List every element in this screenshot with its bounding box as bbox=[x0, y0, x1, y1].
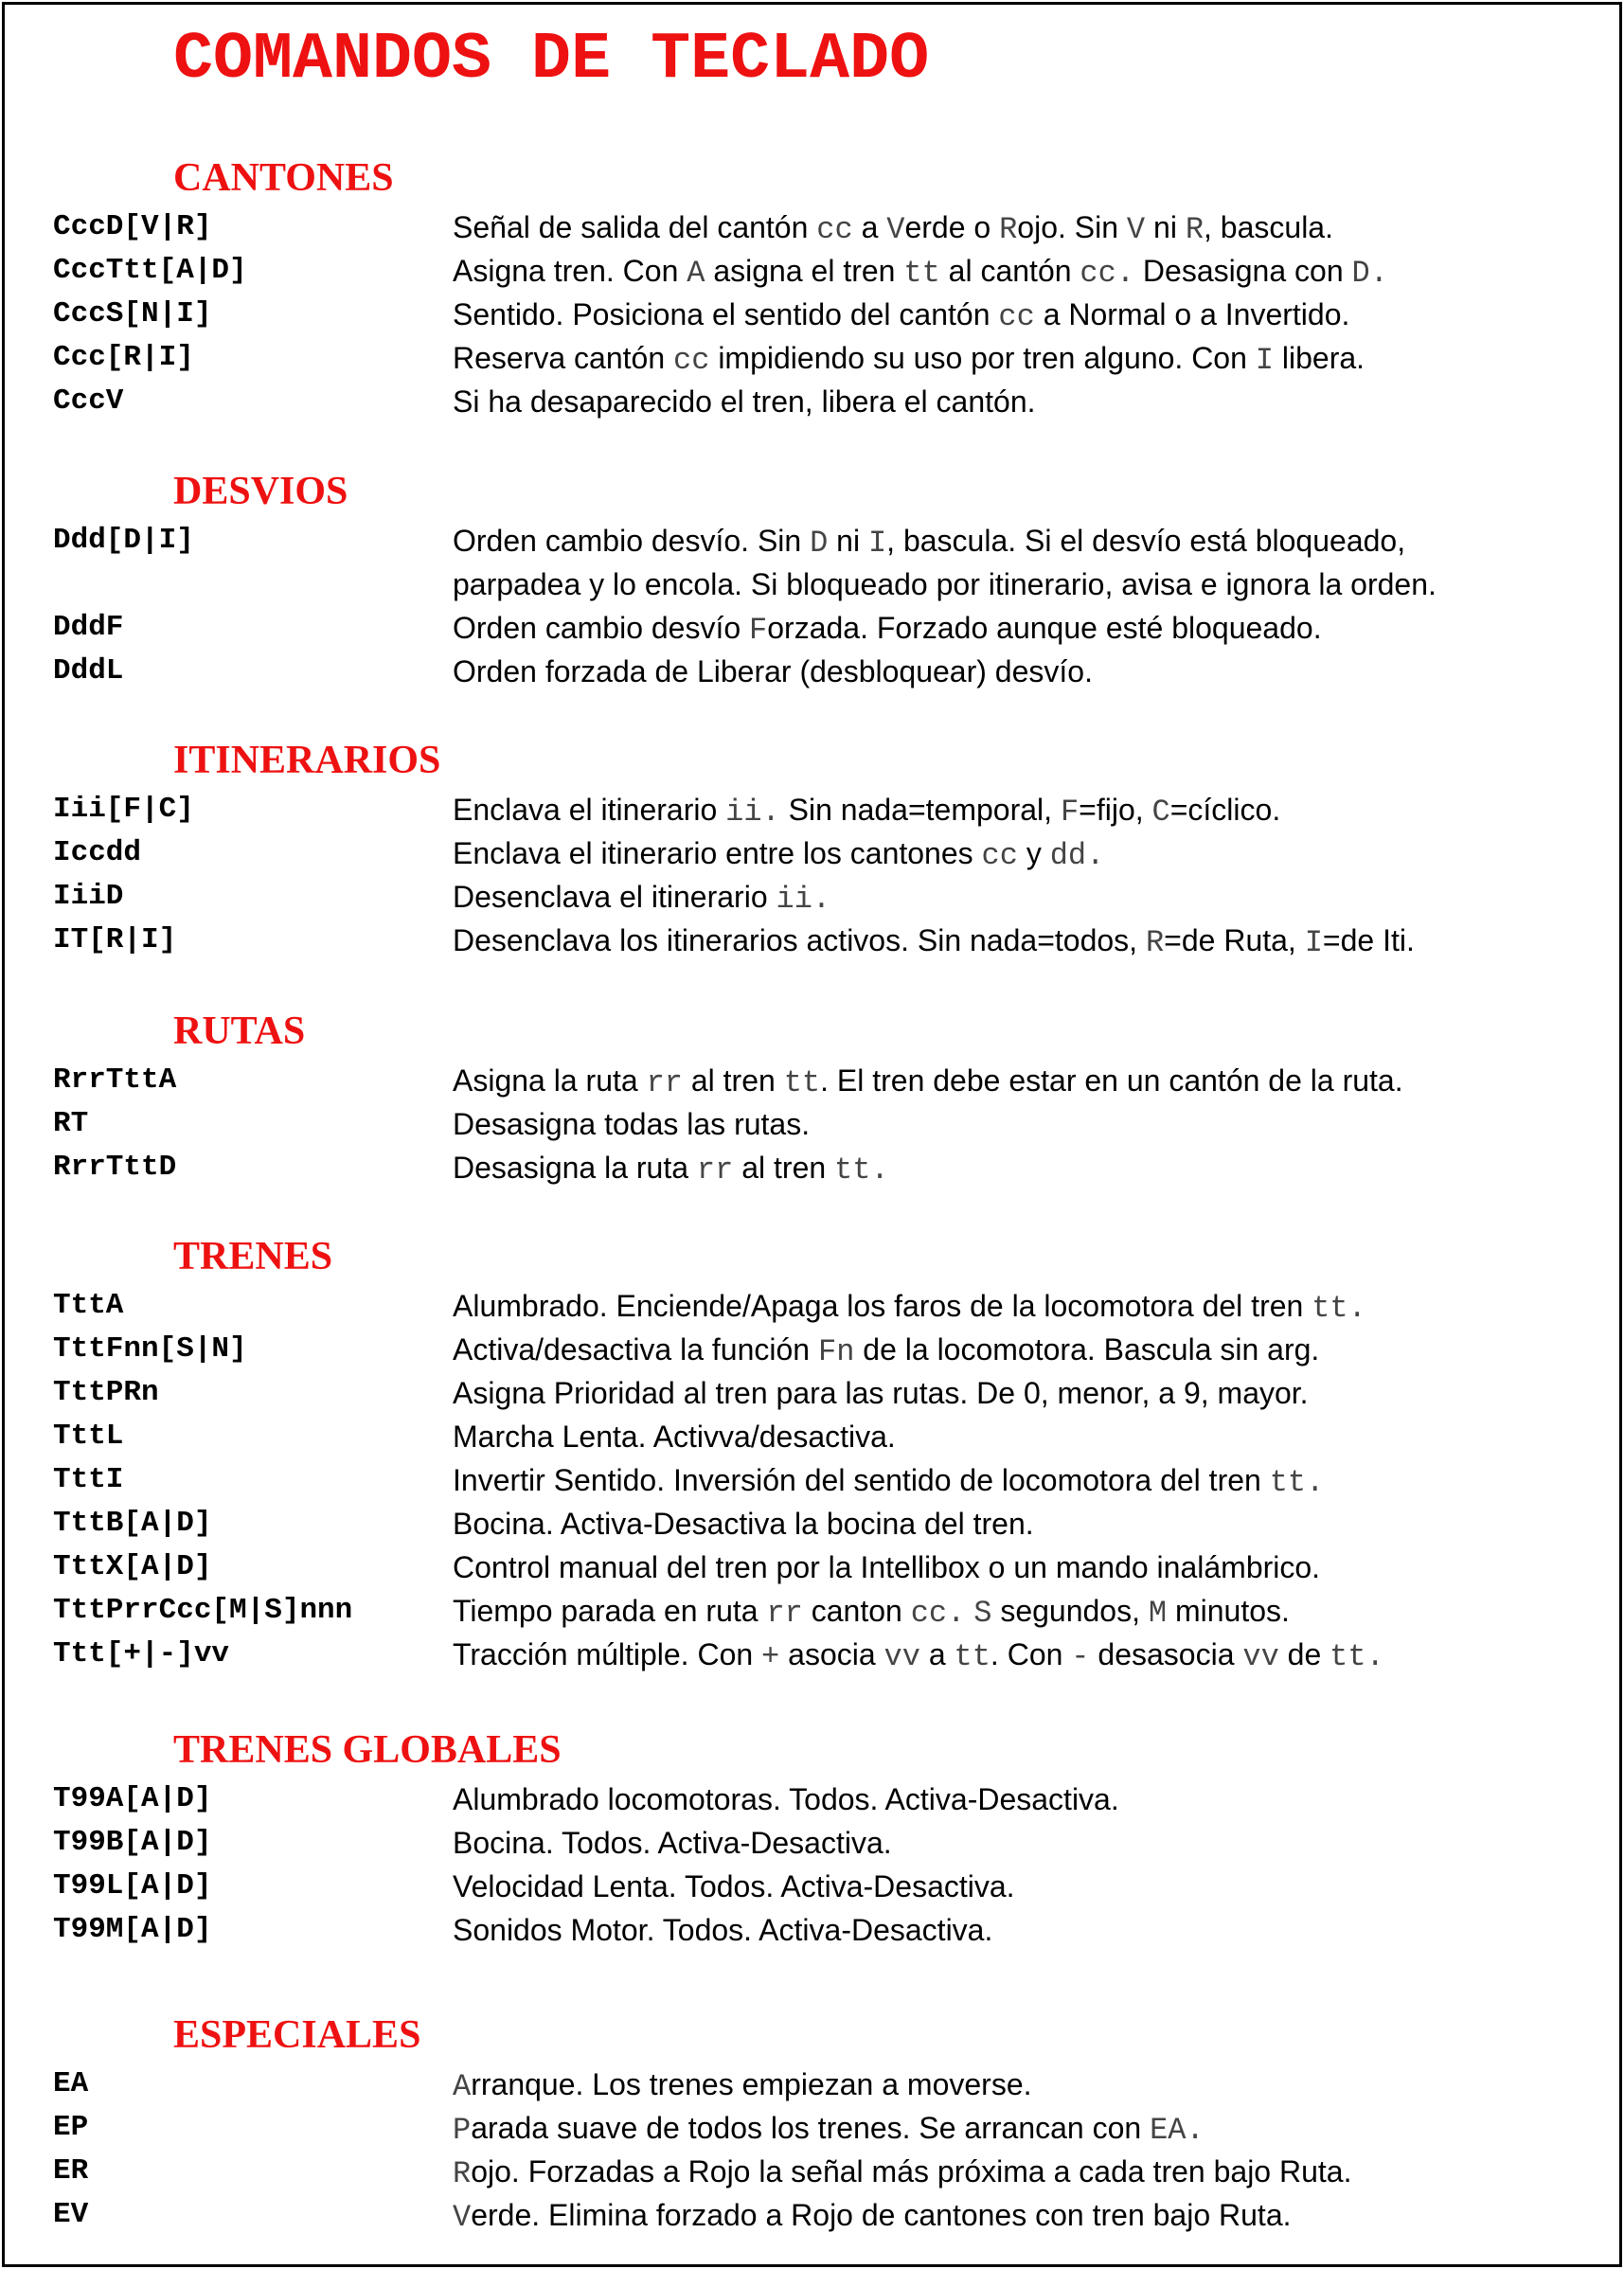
description-text: Desasigna la ruta bbox=[453, 1151, 697, 1185]
command-code: CccS[N|I] bbox=[53, 297, 212, 331]
command-description bbox=[453, 1146, 889, 1192]
command-description bbox=[453, 563, 1437, 606]
command-code: T99M[A|D] bbox=[53, 1913, 212, 1946]
command-code: Ttt[+|-]vv bbox=[53, 1637, 230, 1670]
command-code: RrrTttD bbox=[53, 1151, 177, 1184]
command-description bbox=[453, 788, 1280, 834]
description-text: Asigna tren. Con bbox=[453, 254, 687, 288]
description-text: impidiendo su uso por tren alguno. Con bbox=[709, 341, 1256, 375]
section-heading: CANTONES bbox=[173, 156, 394, 200]
description-text: , bascula. bbox=[1204, 210, 1333, 244]
command-code: IT[R|I] bbox=[53, 923, 177, 956]
description-text: Asigna Prioridad al tren para las rutas. De 0, menor, a 9, mayor. bbox=[453, 1376, 1309, 1410]
command-description bbox=[453, 519, 1405, 565]
inline-code: tt. bbox=[1269, 1465, 1325, 1500]
command-code: EP bbox=[53, 2111, 89, 2144]
command-description bbox=[453, 875, 830, 921]
description-text: desasocia bbox=[1089, 1637, 1243, 1671]
command-code: RT bbox=[53, 1107, 89, 1140]
page-title: COMANDOS DE TECLADO bbox=[173, 23, 930, 98]
description-text: minutos. bbox=[1167, 1594, 1290, 1628]
command-description bbox=[453, 1059, 1403, 1105]
command-description bbox=[453, 1328, 1319, 1374]
inline-code: ii. bbox=[725, 795, 780, 830]
command-description bbox=[453, 650, 1093, 693]
description-text: asocia bbox=[779, 1637, 884, 1671]
command-description bbox=[453, 249, 1388, 295]
description-text: Sonidos Motor. Todos. Activa-Desactiva. bbox=[453, 1913, 993, 1947]
command-code: CccTtt[A|D] bbox=[53, 254, 247, 287]
description-text: Activa/desactiva la función bbox=[453, 1332, 818, 1367]
description-text: erde. Elimina forzado a Rojo de cantones con tren bajo Ruta. bbox=[471, 2198, 1292, 2232]
command-code: TttPrrCcc[M|S]nnn bbox=[53, 1594, 353, 1627]
inline-code: rr bbox=[766, 1596, 803, 1631]
command-code: RrrTttA bbox=[53, 1063, 177, 1097]
inline-code: tt bbox=[783, 1065, 821, 1100]
section-heading: RUTAS bbox=[173, 1009, 306, 1053]
inline-code: I bbox=[1304, 925, 1323, 960]
description-text: Sin nada=temporal, bbox=[779, 793, 1061, 827]
command-code: TttL bbox=[53, 1420, 124, 1453]
command-code: TttB[A|D] bbox=[53, 1507, 212, 1540]
command-description bbox=[453, 2150, 1351, 2196]
command-description bbox=[453, 606, 1322, 652]
description-text: al tren bbox=[682, 1063, 784, 1098]
command-code: Ccc[R|I] bbox=[53, 341, 194, 374]
description-text: Orden cambio desvío. Sin bbox=[453, 524, 811, 558]
description-text: Orden forzada de Liberar (desbloquear) desvío. bbox=[453, 654, 1093, 688]
description-text: Asigna la ruta bbox=[453, 1063, 647, 1098]
inline-code: I bbox=[1255, 343, 1274, 378]
description-text: segundos, bbox=[991, 1594, 1149, 1628]
description-text: ojo. Forzadas a Rojo la señal más próxima a cada tren bajo Ruta. bbox=[471, 2154, 1352, 2189]
inline-code: rr bbox=[696, 1152, 734, 1188]
inline-code: cc bbox=[981, 838, 1018, 873]
description-text: Desenclava los itinerarios activos. Sin nada=todos, bbox=[453, 923, 1146, 957]
inline-code: A bbox=[687, 256, 705, 291]
command-description bbox=[453, 1865, 1015, 1908]
inline-code: tt bbox=[954, 1639, 990, 1674]
command-description bbox=[453, 1458, 1324, 1505]
description-text: Sentido. Posiciona el sentido del cantón bbox=[453, 297, 999, 331]
command-code: TttI bbox=[53, 1463, 124, 1496]
inline-code: vv bbox=[883, 1639, 920, 1674]
command-description bbox=[453, 2106, 1205, 2153]
description-text: =de Iti. bbox=[1322, 923, 1415, 957]
command-description bbox=[453, 1821, 892, 1865]
description-text: Velocidad Lenta. Todos. Activa-Desactiva. bbox=[453, 1869, 1015, 1903]
command-code: Ddd[D|I] bbox=[53, 524, 194, 557]
command-code: DddF bbox=[53, 611, 124, 644]
description-text: libera. bbox=[1273, 341, 1365, 375]
command-code: Iii[F|C] bbox=[53, 793, 194, 826]
inline-code: EA. bbox=[1150, 2113, 1205, 2148]
command-code: ER bbox=[53, 2154, 89, 2188]
inline-code: tt. bbox=[1330, 1639, 1384, 1674]
command-description bbox=[453, 831, 1104, 878]
command-description bbox=[453, 919, 1415, 965]
description-text: a Normal o a Invertido. bbox=[1034, 297, 1350, 331]
description-text: Desasigna con bbox=[1134, 254, 1352, 288]
description-text: asigna el tren bbox=[705, 254, 904, 288]
section-heading: ITINERARIOS bbox=[173, 739, 441, 782]
inline-code: cc. bbox=[910, 1596, 966, 1631]
inline-code: V bbox=[886, 212, 905, 247]
command-code: IiiD bbox=[53, 880, 124, 913]
inline-code: cc. bbox=[1080, 256, 1135, 291]
inline-code: S bbox=[973, 1596, 992, 1631]
command-code: CccD[V|R] bbox=[53, 210, 212, 243]
command-description bbox=[453, 380, 1036, 423]
section-heading: TRENES bbox=[173, 1235, 333, 1278]
description-text: Desasigna todas las rutas. bbox=[453, 1107, 811, 1141]
inline-code: M bbox=[1148, 1596, 1168, 1631]
command-description bbox=[453, 1284, 1366, 1331]
description-text: y bbox=[1017, 836, 1050, 870]
description-text: =cíclico. bbox=[1169, 793, 1281, 827]
command-description bbox=[453, 205, 1333, 252]
description-text: ni bbox=[828, 524, 868, 558]
description-text: Tiempo parada en ruta bbox=[453, 1594, 767, 1628]
description-text: . El tren debe estar en un cantón de la ruta. bbox=[820, 1063, 1403, 1098]
section-heading: TRENES GLOBALES bbox=[173, 1728, 562, 1772]
description-text: ojo. Sin bbox=[1017, 210, 1127, 244]
command-code: TttPRn bbox=[53, 1376, 159, 1409]
command-description bbox=[453, 1778, 1119, 1821]
inline-code: P bbox=[453, 2113, 472, 2148]
command-description bbox=[453, 293, 1349, 339]
description-text bbox=[965, 1594, 973, 1628]
command-code: TttA bbox=[53, 1289, 124, 1322]
command-code: DddL bbox=[53, 654, 124, 688]
description-text: orzada. Forzado aunque esté bloqueado. bbox=[767, 611, 1322, 645]
section-heading: DESVIOS bbox=[173, 470, 348, 513]
description-text: ni bbox=[1145, 210, 1186, 244]
command-code: TttX[A|D] bbox=[53, 1550, 212, 1583]
inline-code: V bbox=[1126, 212, 1146, 247]
command-description bbox=[453, 1371, 1309, 1415]
description-text: Desenclava el itinerario bbox=[453, 880, 776, 914]
inline-code: tt. bbox=[834, 1152, 889, 1188]
inline-code: D. bbox=[1351, 256, 1388, 291]
description-text: Alumbrado locomotoras. Todos. Activa-Desactiva. bbox=[453, 1782, 1119, 1816]
inline-code: C bbox=[1151, 795, 1170, 830]
command-code: TttFnn[S|N] bbox=[53, 1332, 247, 1366]
description-text: al tren bbox=[733, 1151, 835, 1185]
command-description bbox=[453, 2193, 1292, 2240]
inline-code: F bbox=[749, 613, 768, 648]
inline-code: A bbox=[453, 2069, 472, 2104]
command-code: T99A[A|D] bbox=[53, 1782, 212, 1815]
inline-code: cc bbox=[673, 343, 710, 378]
command-description bbox=[453, 1545, 1320, 1589]
description-text: canton bbox=[802, 1594, 911, 1628]
command-description bbox=[453, 1415, 896, 1458]
inline-code: + bbox=[761, 1639, 780, 1674]
command-code: EA bbox=[53, 2067, 89, 2100]
inline-code: cc bbox=[998, 299, 1035, 334]
inline-code: dd. bbox=[1049, 838, 1105, 873]
inline-code: - bbox=[1071, 1639, 1090, 1674]
inline-code: vv bbox=[1242, 1639, 1279, 1674]
description-text: Control manual del tren por la Intellibox o un mando inalámbrico. bbox=[453, 1550, 1321, 1584]
inline-code: D bbox=[810, 526, 829, 561]
description-text: a bbox=[919, 1637, 955, 1671]
inline-code: tt bbox=[903, 256, 940, 291]
section-heading: ESPECIALES bbox=[173, 2013, 421, 2057]
command-description bbox=[453, 1633, 1384, 1679]
inline-code: ii. bbox=[776, 882, 831, 917]
inline-code: R bbox=[1185, 212, 1205, 247]
inline-code: V bbox=[453, 2200, 472, 2235]
command-code: T99L[A|D] bbox=[53, 1869, 212, 1903]
command-description bbox=[453, 336, 1365, 383]
description-text: Marcha Lenta. Activva/desactiva. bbox=[453, 1420, 896, 1454]
description-text: Tracción múltiple. Con bbox=[453, 1637, 762, 1671]
description-text: parpadea y lo encola. Si bloqueado por itinerario, avisa e ignora la orden. bbox=[453, 567, 1437, 601]
inline-code: tt. bbox=[1312, 1291, 1366, 1326]
inline-code: R bbox=[453, 2156, 472, 2191]
command-code: CccV bbox=[53, 384, 124, 418]
command-description bbox=[453, 2063, 1032, 2109]
description-text: , bascula. Si el desvío está bloqueado, bbox=[886, 524, 1406, 558]
inline-code: R bbox=[999, 212, 1018, 247]
description-text: Invertir Sentido. Inversión del sentido de locomotora del tren bbox=[453, 1463, 1270, 1497]
description-text: Reserva cantón bbox=[453, 341, 674, 375]
command-description bbox=[453, 1502, 1034, 1545]
description-text: arada suave de todos los trenes. Se arrancan con bbox=[471, 2111, 1151, 2145]
description-text: de la locomotora. Bascula sin arg. bbox=[854, 1332, 1320, 1367]
description-text: Bocina. Activa-Desactiva la bocina del tren. bbox=[453, 1507, 1034, 1541]
description-text: Orden cambio desvío bbox=[453, 611, 750, 645]
description-text: de bbox=[1278, 1637, 1330, 1671]
description-text: Alumbrado. Enciende/Apaga los faros de la locomotora del tren bbox=[453, 1289, 1312, 1323]
description-text: . Con bbox=[990, 1637, 1072, 1671]
inline-code: R bbox=[1145, 925, 1165, 960]
description-text: a bbox=[852, 210, 887, 244]
description-text: al cantón bbox=[939, 254, 1080, 288]
command-description bbox=[453, 1908, 992, 1952]
command-code: EV bbox=[53, 2198, 89, 2231]
description-text: Enclava el itinerario entre los cantones bbox=[453, 836, 982, 870]
description-text: Si ha desaparecido el tren, libera el cantón. bbox=[453, 384, 1036, 419]
description-text: Enclava el itinerario bbox=[453, 793, 726, 827]
inline-code: Fn bbox=[817, 1334, 855, 1369]
inline-code: I bbox=[867, 526, 887, 561]
inline-code: F bbox=[1060, 795, 1080, 830]
command-description bbox=[453, 1589, 1290, 1635]
command-code: Iccdd bbox=[53, 836, 142, 869]
inline-code: rr bbox=[646, 1065, 683, 1100]
description-text: erde o bbox=[904, 210, 1000, 244]
description-text: Señal de salida del cantón bbox=[453, 210, 817, 244]
inline-code: cc bbox=[816, 212, 853, 247]
description-text: rranque. Los trenes empiezan a moverse. bbox=[471, 2067, 1032, 2101]
command-code: T99B[A|D] bbox=[53, 1826, 212, 1859]
description-text: Bocina. Todos. Activa-Desactiva. bbox=[453, 1826, 892, 1860]
command-description bbox=[453, 1102, 810, 1146]
description-text: =fijo, bbox=[1079, 793, 1152, 827]
description-text: =de Ruta, bbox=[1164, 923, 1305, 957]
